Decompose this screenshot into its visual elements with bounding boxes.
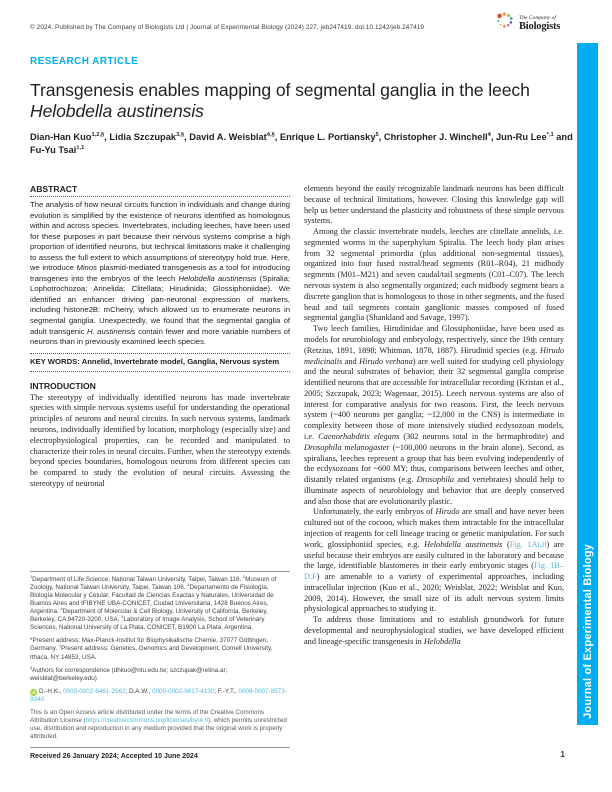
journal-spine-title: Journal of Experimental Biology [581,544,594,719]
copyright-line: © 2024. Published by The Company of Biologists Ltd | Journal of Experimental Biology (2024) 227, jeb247419. doi:10.1242/jeb.247419 [30,24,425,31]
abstract-text: The analysis of how neural circuits function in individuals and change during evolution is simplified by the existence of neurons identified as homologous within and across species. Invertebrates, including leeches, have been used for these purposes in part because their nervous systems comprise a high proportion of identified neurons, but technical limitations make it challenging to assess the full extent to which assumptions of stereotypy hold true. Here, we introduce Minos plasmid-mediated transgenesis as a tool for introducing transgenes into the embryos of the leech Helobdella austinensis (Spiralia; Lophotrochozoa; Annelida; Clitellata; Hirudinida; Glossiphoniidae). We identified an enhancer driving pan-neuronal expression of markers, including histone2B: mCherry, which allowed us to enumerate neurons in segmental ganglia. Unexpectedly, we found that the segmental ganglia of adult transgenic H. austinensis contain fewer and more variable numbers of neurons than in previously examined leech species. [30,200,290,347]
received-accepted-line: Received 26 January 2024; Accepted 10 June 2024 [30,747,290,761]
abstract-heading: ABSTRACT [30,184,78,194]
article-title-line1: Transgenesis enables mapping of segmental ganglia in the leech [30,80,530,100]
logo-dots-icon [494,11,516,38]
paragraph: The stereotypy of individually identified neurons has made invertebrate species with simple nervous systems useful for understanding the operational principles of neurons and neural circuits. In such nervous systems, landmark neurons, individually identified by location, morphology (especially size) and electrophysiological properties, can be recorded and manipulated to characterize their roles in neural circuits. Further, when the stereotypy extends beyond species boundaries, homologous neurons from different species can be compared to study the evolution of neural circuits. Assessing the stereotypy of neuronal [30,392,290,488]
page-number: 1 [560,749,565,759]
article-title-line2: Helobdella austinensis [30,101,204,122]
orcid-id-link[interactable]: 0000-0002-9617-4130 [152,687,215,695]
article-type-label: RESEARCH ARTICLE [30,56,139,67]
left-column [30,184,290,761]
fig-reference-link[interactable]: Fig. 1Ai,ii [509,539,547,549]
right-column [304,184,564,761]
present-addresses: *Present address: Max-Planck-Institut für Biophysikalische Chemie, 37077 Göttingen, Germany. ‡Present address: Genetics, Genomics and Development, Cornell University, Ithaca, NY 14853, USA. [30,637,273,661]
article-body [30,184,565,761]
logo-wordmark [519,16,560,32]
paragraph: To address those limitations and to establish groundwork for future developmental and neurophysiological studies, we have developed efficient and lineage-specific transgenesis in Helobdella [304,615,564,646]
correspondence-note: §Authors for correspondence (dhkuo@ntu.edu.tw; szczupak@retina.ar; weisblat@berkeley.edu) [30,664,228,682]
journal-spine-bar [577,43,598,725]
logo-line2: Biologists [519,21,561,33]
orcid-icon: iD [31,689,36,695]
article-title [30,80,575,122]
orcid-id-link[interactable]: 0009-0007-9573-9340 [30,687,287,703]
author-list: Dian-Han Kuo$^{1,2,\S}$, Lidia Szczupak$^{3,\S}$, David A. Weisblat$^{4,\S}$, Enrique L. Portiansky$^5$, Christopher J. Winchell$^4$, Jun-Ru Lee$^{*,1}$ and Fu-Yu Tsai$^{\ddagger,1}$ [30,131,573,156]
logo-line1: The Company of [519,15,556,22]
footnote-block [30,571,290,761]
paragraph: elements beyond the easily recognizable landmark neurons has been difficult because of technical limitations, however. Closing this knowledge gap will help us better understand the plasticity and robustness of these simple nervous systems. [304,184,564,226]
paragraph: Two leech families, Hirudinidae and Glossiphoniidae, have been used as models for neurobiology and embryology, respectively, since the 19th century (Retzius, 1891, 1898; Whitman, 1878, 1887). Hirudinid species (e.g. Hirudo medicinalis and Hirudo verbana) are well suited for studying cell physiology and the neural substrates of behavior; their 32 segmental ganglia comprise identified neurons that are accessible for intracellular recording (Kristan et al., 2005; Szczupak, 2023; Wagenaar, 2015). Leech nervous systems are also of interest for comparative analysis for two reasons. First, the leech nervous system (~400 neurons per ganglia; ~12,000 in the CNS) is intermediate in complexity between those of more intensively studied ecdysozoan models, i.e. Caenorhabditis elegans (302 neurons total in the hermaphrodite) and Drosophila melanogaster (~100,000 neurons in the brain alone). Second, as spiralians, leeches represent a group that has been evolving independently of the ecdysozoans for ~600 MY; thus, comparisons between leeches and other, distantly related organisms (e.g. Drosophila and vertebrates) should help to illuminate aspects of neurobiology and behavior that are deeply conserved and also those that are evolutionarily plastic. [304,324,564,506]
company-of-biologists-logo [494,11,574,38]
paragraph: Unfortunately, the early embryos of Hirudo are small and have never been cultured out of the cocoon, which makes them intractable for the intracellular injection of reagents for cell lineage tracing or genetic manipulation. For such work, glossiphoniid species, e.g. Helobdella austinensis (Fig. 1Ai,ii) are useful because their embryos are easily cultured in the laboratory and because the large, identifiable blastomeres in their early embryonic stages (Fig. 1B–D,F) are amenable to a variety of experimental approaches, including intracellular injection (Kuo et al., 2020; Weisblat, 2022; Weisblat and Kuo, 2009, 2014). However, the small size of its adult nervous system limits physiological approaches to studying it. [304,507,565,614]
divider [30,196,290,197]
affiliations: $^1$Department of Life Science, National Taiwan University, Taipei, Taiwan 116. $^2$Museum of Zoology, National Taiwan University, Taipei, Taiwan 106. $^3$Departamento de Fisiología, Biología Molecular y Celular, Facultad de Ciencias Exactas y Naturales, Universidad de Buenos Aires and IFIBYNE UBA-CONICET, Ciudad Universitaria, 1428 Buenos Aires, Argentina. $^4$Department of Molecular & Cell Biology, University of California, Berkeley, Berkeley, CA 94720-3200, USA. $^5$Laboratory of Image Analysis, School of Veterinary Sciences, National University of La Plata, CONICET, B1900 La Plata, Argentina. [30,573,277,632]
introduction-heading: INTRODUCTION [30,380,96,391]
orcid-ids: D.-H.K., 0000-0002-6461-2562; D.A.W., 0000-0002-9617-4130; F.-Y.T., 0009-0007-9573-9340 [30,687,287,703]
open-access-statement: This is an Open Access article distributed under the terms of the Creative Commons Attribution License (https://creativecommons.org/licenses/by/4.0), which permits unrestricted use, distribution and reproduction in any medium provided that the original work is properly attributed. [30,709,287,741]
keywords-line: KEY WORDS: Annelid, Invertebrate model, Ganglia, Nervous system [30,353,290,372]
fig-reference-link[interactable]: Fig. 1B–D,F [304,561,564,582]
orcid-line [30,688,290,704]
cc-license-link[interactable]: https://creativecommons.org/licenses/by/4.0 [85,717,209,725]
orcid-id-link[interactable]: 0000-0002-6461-2562 [63,687,126,695]
paragraph: Among the classic invertebrate models, leeches are clitellate annelids, i.e. segmented worms in the superphylum Spiralia. The leech body plan arises from 32 segmental primordia (plus additional non-segmental tissues), organized into four fused rostral/head segments (R01–R04), 21 midbody segments (M01–M21) and seven caudal/tail segments (C01–C07). The leech nervous system is also segmentally organized; each midbody segment bears a discrete ganglion that is homologous to those in other segments, and the fused head and tail segments contain ganglionic masses composed of fused segmental ganglia (Shankland and Savage, 1997). [304,227,564,323]
